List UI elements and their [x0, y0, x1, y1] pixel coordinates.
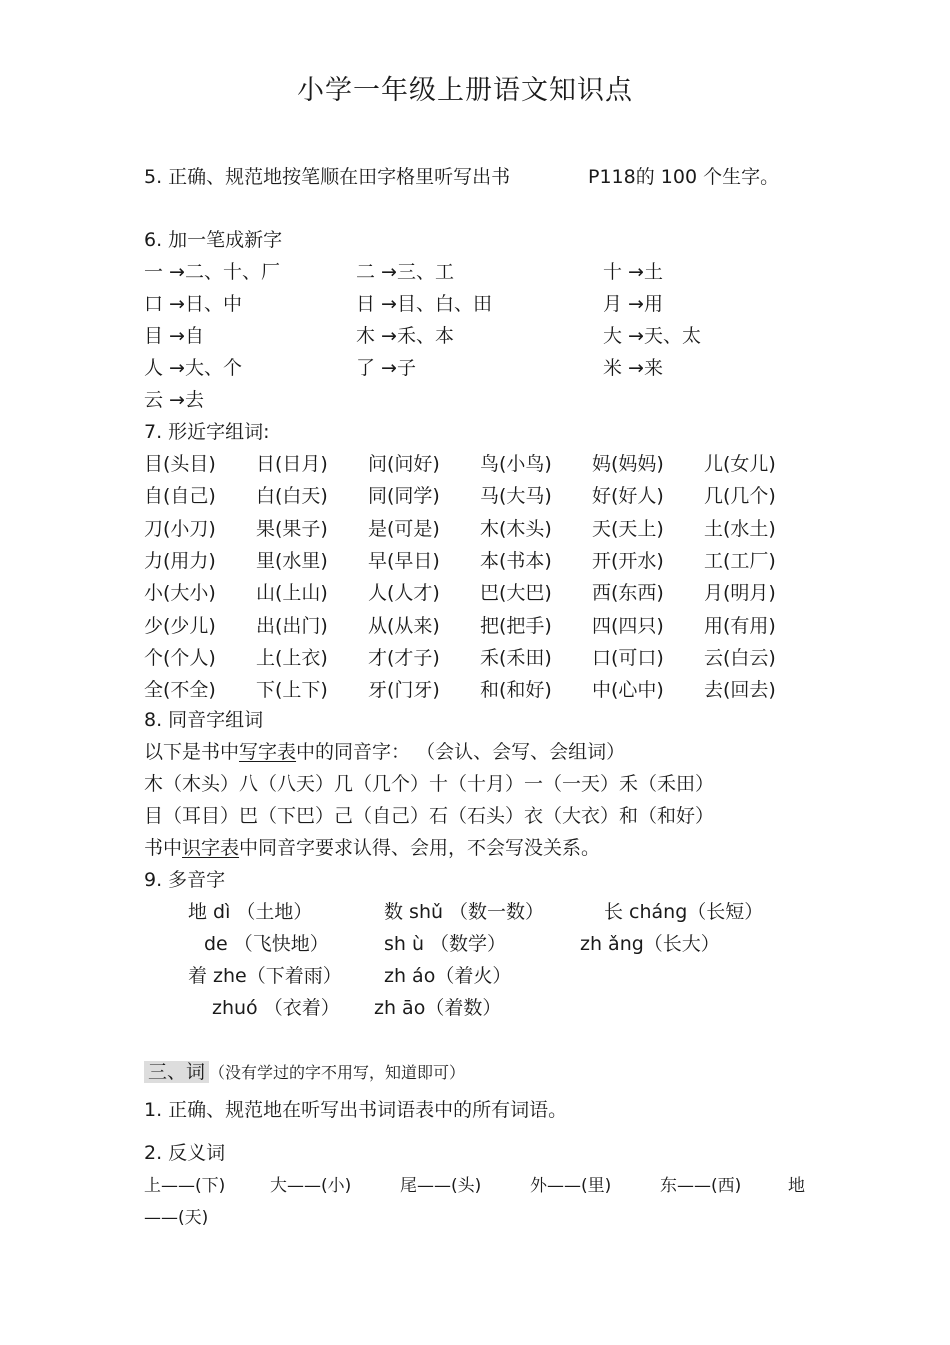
antonym-pair: 大——(小): [270, 1176, 352, 1196]
similar-char-cell: 几(几个): [704, 485, 776, 508]
similar-char-cell: 下(上下): [256, 679, 328, 702]
homophone-line-2: 目（耳目）巴（下巴）己（自己）石（石头）衣（大衣）和（和好）: [144, 805, 715, 827]
similar-char-cell: 力(用力): [144, 549, 216, 572]
words-item-1: 1. 正确、规范地在听写出书词语表中的所有词语。: [144, 1099, 568, 1121]
similar-char-cell: 从(从来): [368, 614, 440, 637]
similar-char-cell: 天(天上): [592, 517, 664, 540]
add-stroke-cell: 二 →三、工: [356, 261, 454, 283]
item-5-text: 5. 正确、规范地按笔顺在田字格里听写出书: [144, 166, 511, 188]
item-5-reference: P118的 100 个生字。: [588, 166, 780, 188]
similar-char-cell: 云(白云): [704, 646, 776, 669]
add-stroke-cell: 十 →土: [603, 261, 663, 283]
polyphone-shu: 数 shǔ （数一数）: [384, 901, 545, 923]
section-8-intro: [144, 740, 625, 764]
polyphone-zhuo: zhuó （衣着）: [212, 997, 340, 1019]
add-stroke-cell: 云 →去: [144, 389, 204, 411]
polyphone-chang: 长 cháng（长短）: [604, 901, 764, 923]
similar-char-cell: 去(回去): [704, 679, 776, 702]
section-8-note: [144, 836, 600, 860]
polyphone-zhao-2: zh āo（着数）: [374, 997, 502, 1019]
note-text-rest: 中同音字要求认得、会用，不会写没关系。: [239, 837, 601, 859]
add-stroke-cell: 一 →二、十、厂: [144, 261, 280, 283]
add-stroke-cell: 日 →目、白、田: [356, 293, 492, 315]
similar-char-cell: 好(好人): [592, 485, 664, 508]
similar-char-cell: 上(上衣): [256, 646, 328, 669]
similar-char-cell: 山(上山): [256, 582, 328, 605]
antonym-pair: 地: [788, 1176, 805, 1196]
similar-char-cell: 里(水里): [256, 549, 328, 572]
similar-char-cell: 口(可口): [592, 646, 664, 669]
antonym-pair: 上——(下): [144, 1176, 226, 1196]
similar-char-cell: 妈(妈妈): [592, 453, 664, 475]
add-stroke-cell: 大 →天、太: [603, 325, 701, 347]
similar-char-cell: 禾(禾田): [480, 646, 552, 669]
similar-char-cell: 果(果子): [256, 517, 328, 540]
polyphone-de: de （飞快地）: [204, 933, 329, 955]
similar-char-cell: 小(大小): [144, 582, 216, 605]
similar-char-cell: 工(工厂): [704, 549, 776, 572]
similar-char-cell: 西(东西): [592, 582, 664, 605]
similar-char-cell: 同(同学): [368, 485, 440, 508]
antonym-pair: 外——(里): [530, 1176, 612, 1196]
section-8-heading: 8. 同音字组词: [144, 709, 264, 731]
similar-char-cell: 是(可是): [368, 517, 440, 540]
antonym-pair: 尾——(头): [400, 1176, 482, 1196]
section-9-heading: 9. 多音字: [144, 869, 226, 891]
similar-char-cell: 才(才子): [368, 646, 440, 669]
similar-char-cell: 四(四只): [592, 614, 664, 637]
similar-char-cell: 自(自己): [144, 485, 216, 508]
similar-char-cell: 用(有用): [704, 614, 776, 637]
section-3-heading: 三、词: [144, 1061, 209, 1083]
similar-char-cell: 儿(女儿): [704, 453, 776, 475]
similar-char-cell: 人(人才): [368, 582, 440, 605]
similar-char-cell: 目(头目): [144, 453, 216, 475]
similar-char-cell: 把(把手): [480, 614, 552, 637]
add-stroke-cell: 木 →禾、本: [356, 325, 454, 347]
similar-char-cell: 鸟(小鸟): [480, 453, 552, 475]
polyphone-zhao: zh áo（着火）: [384, 965, 512, 987]
section-3-heading-line: [144, 1060, 465, 1085]
section-7-heading: 7. 形近字组词:: [144, 421, 270, 443]
antonym-continuation: ——(天): [144, 1208, 209, 1228]
note-text: 书中: [144, 837, 183, 859]
homophone-line-1: 木（木头）八（八天）几（几个）十（十月）一（一天）禾（禾田）: [144, 773, 715, 795]
words-item-2: 2. 反义词: [144, 1142, 226, 1164]
intro-underlined: 写字表: [239, 741, 297, 763]
polyphone-zhe: 着 zhe（下着雨）: [188, 965, 342, 987]
add-stroke-cell: 人 →大、个: [144, 357, 242, 379]
similar-char-cell: 问(问好): [368, 453, 440, 475]
similar-char-cell: 月(明月): [704, 582, 776, 605]
add-stroke-cell: 月 →用: [603, 293, 663, 315]
similar-char-cell: 牙(门牙): [368, 679, 440, 702]
similar-char-cell: 中(心中): [592, 679, 664, 702]
similar-char-cell: 全(不全): [144, 679, 216, 702]
section-3-note: （没有学过的字不用写，知道即可）: [209, 1063, 466, 1082]
antonym-pair: 东——(西): [660, 1176, 742, 1196]
intro-text-rest: 中的同音字： （会认、会写、会组词）: [296, 741, 626, 763]
polyphone-shu-2: sh ù （数学）: [384, 933, 507, 955]
add-stroke-cell: 了 →子: [356, 357, 416, 379]
similar-char-cell: 木(木头): [480, 517, 552, 540]
add-stroke-cell: 目 →自: [144, 325, 204, 347]
similar-char-cell: 刀(小刀): [144, 517, 216, 540]
similar-char-cell: 白(白天): [256, 485, 328, 508]
similar-char-cell: 出(出门): [256, 614, 328, 637]
similar-char-cell: 开(开水): [592, 549, 664, 572]
similar-char-cell: 早(早日): [368, 549, 440, 572]
similar-char-cell: 本(书本): [480, 549, 552, 572]
polyphone-di: 地 dì （土地）: [188, 901, 313, 923]
similar-char-cell: 土(水土): [704, 517, 776, 540]
similar-char-cell: 和(和好): [480, 679, 552, 702]
similar-char-cell: 个(个人): [144, 646, 216, 669]
similar-char-cell: 马(大马): [480, 485, 552, 508]
add-stroke-cell: 米 →来: [603, 357, 663, 379]
section-6-heading: 6. 加一笔成新字: [144, 229, 283, 251]
page-title: 小学一年级上册语文知识点: [297, 75, 633, 106]
note-underlined: 识字表: [182, 837, 240, 859]
intro-text: 以下是书中: [144, 741, 240, 763]
similar-char-cell: 日(日月): [256, 453, 328, 475]
polyphone-zhang: zh ǎng（长大）: [580, 933, 720, 955]
add-stroke-cell: 口 →日、中: [144, 293, 242, 315]
similar-char-cell: 巴(大巴): [480, 582, 552, 605]
similar-char-cell: 少(少儿): [144, 614, 216, 637]
